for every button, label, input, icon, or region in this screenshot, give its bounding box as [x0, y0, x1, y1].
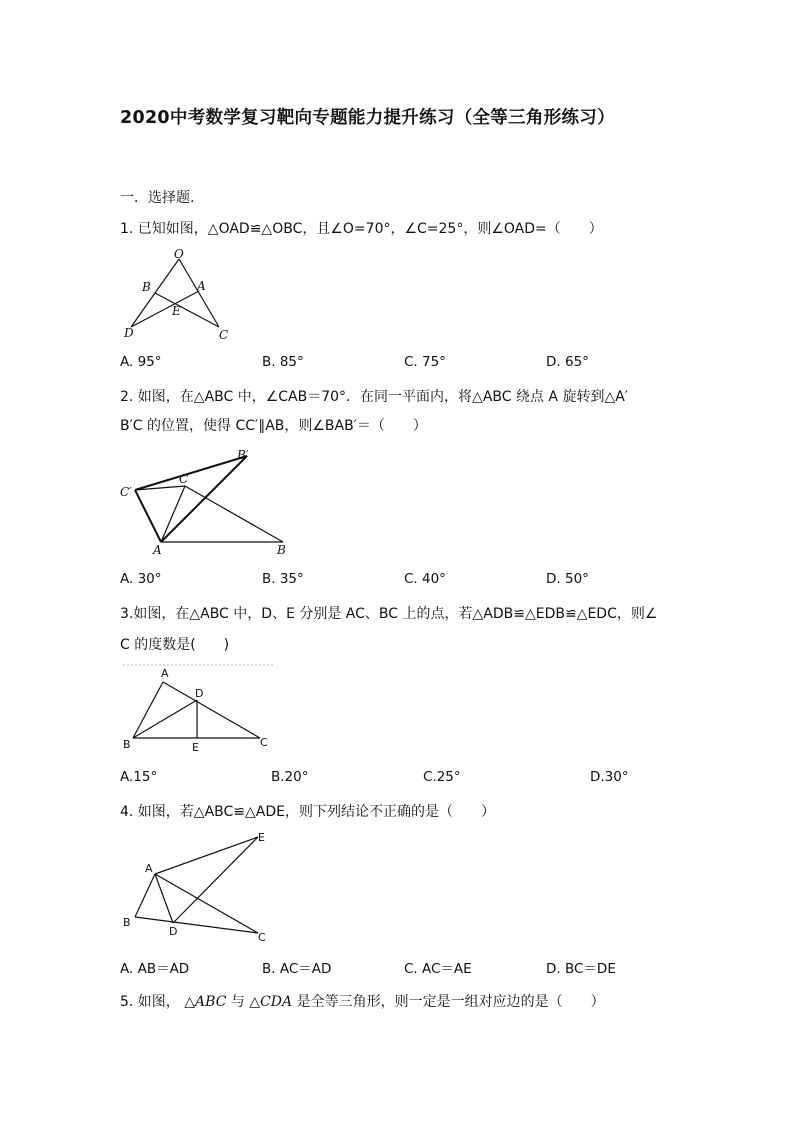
q5-mid: 与	[230, 994, 245, 1010]
segment-AE	[155, 837, 258, 874]
label-A: A	[197, 279, 206, 293]
q4-option-a[interactable]: A. AB＝AD	[120, 961, 190, 977]
section-heading: 一．选择题.	[120, 190, 195, 206]
q2-option-a[interactable]: A. 30°	[120, 571, 162, 587]
label-B: B	[277, 543, 286, 557]
q2-option-c[interactable]: C. 40°	[404, 571, 446, 587]
question-2-figure	[115, 444, 300, 559]
segment-AD	[155, 874, 173, 923]
q1-option-b[interactable]: B. 85°	[262, 354, 304, 370]
label-A: A	[145, 862, 153, 875]
label-O: O	[174, 247, 184, 261]
q1-option-a[interactable]: A. 95°	[120, 354, 162, 370]
label-B: B	[142, 280, 151, 294]
q3-option-a[interactable]: A.15°	[120, 769, 158, 785]
label-B: B	[123, 738, 131, 751]
label-D: D	[169, 925, 178, 938]
question-1-stem: 1. 已知如图，△OAD≌△OBC，且∠O=70°，∠C=25°，则∠OAD=（ ）	[120, 221, 603, 237]
segment-CB	[185, 486, 283, 542]
label-C: C	[258, 931, 266, 944]
page-title: 2020中考数学复习靶向专题能力提升练习（全等三角形练习）	[120, 108, 615, 128]
q3-option-b[interactable]: B.20°	[271, 769, 309, 785]
label-B: B	[123, 916, 131, 929]
segment-C'A	[135, 490, 161, 542]
segment-DA	[131, 291, 199, 327]
label-D: D	[124, 326, 134, 340]
label-A: A	[153, 543, 162, 557]
label-E: E	[258, 831, 265, 844]
q1-option-c[interactable]: C. 75°	[404, 354, 446, 370]
q2-option-b[interactable]: B. 35°	[262, 571, 304, 587]
question-4-figure	[115, 828, 280, 946]
q4-option-d[interactable]: D. BC＝DE	[546, 961, 616, 977]
q4-option-b[interactable]: B. AC＝AD	[262, 961, 332, 977]
question-3-figure	[115, 660, 280, 755]
question-5-stem	[120, 991, 605, 1011]
question-1-figure	[115, 245, 240, 345]
q4-option-c[interactable]: C. AC＝AE	[404, 961, 472, 977]
label-E: E	[172, 304, 181, 318]
label-D: D	[195, 687, 204, 700]
label-A: A	[161, 667, 169, 680]
label-C: C	[260, 736, 268, 749]
q3-option-d[interactable]: D.30°	[590, 769, 629, 785]
q5-triangle-cda: △CDA	[249, 994, 293, 1010]
label-B-prime: B′	[237, 448, 249, 462]
segment-BC	[135, 917, 258, 933]
question-4-stem: 4. 如图，若△ABC≌△ADE，则下列结论不正确的是（ ）	[120, 804, 495, 820]
question-2-stem-line1: 2. 如图，在△ABC 中，∠CAB＝70°．在同一平面内，将△ABC 绕点 A 旋转到△A′	[120, 389, 628, 405]
q2-option-d[interactable]: D. 50°	[546, 571, 589, 587]
question-3-stem-line2: C 的度数是( )	[120, 637, 230, 653]
segment-AB	[135, 874, 155, 917]
q3-option-c[interactable]: C.25°	[423, 769, 461, 785]
segment-DE	[173, 837, 258, 923]
q5-triangle-abc: △ABC	[184, 994, 227, 1010]
label-C-prime: C′	[120, 485, 132, 499]
segment-AC	[161, 486, 185, 542]
question-3-stem-line1: 3.如图，在△ABC 中，D、E 分别是 AC、BC 上的点，若△ADB≌△EDB≌△EDC，则∠	[120, 606, 658, 622]
q5-suffix: 是全等三角形，则一定是一组对应边的是（ ）	[296, 994, 605, 1010]
q5-prefix: 5. 如图，	[120, 994, 180, 1010]
label-E: E	[192, 741, 199, 754]
question-2-stem-line2: B′C 的位置，使得 CC′∥AB，则∠BAB′＝（ ）	[120, 418, 427, 434]
label-C: C	[179, 472, 189, 486]
segment-AC	[163, 682, 260, 738]
label-C: C	[219, 328, 229, 342]
q1-option-d[interactable]: D. 65°	[546, 354, 589, 370]
